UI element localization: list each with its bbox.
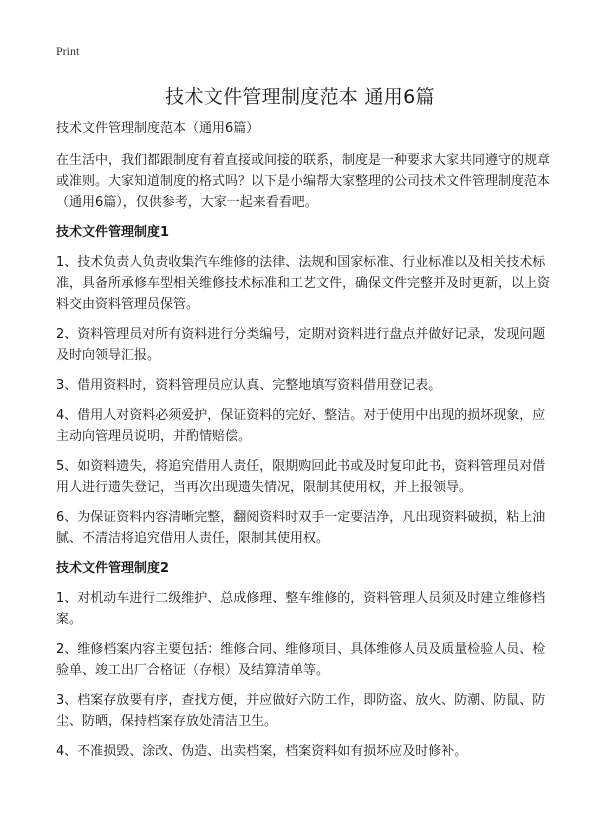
paragraph: 2、资料管理员对所有资料进行分类编号，定期对资料进行盘点并做好记录，发现问题及时向领导汇报。 (56, 327, 546, 363)
document-subtitle: 技术文件管理制度范本（通用6篇） (56, 121, 260, 136)
section-2 (56, 558, 552, 762)
paragraph: 3、借用资料时，资料管理员应认真、完整地填写资料借用登记表。 (56, 378, 442, 393)
paragraph: 4、借用人对资料必须爱护，保证资料的完好、整洁。对于使用中出现的损坏现象，应主动向管理员说明，并酌情赔偿。 (56, 408, 546, 444)
document-body (56, 118, 552, 771)
page-title: 技术文件管理制度范本 通用6篇 (165, 86, 435, 108)
intro-paragraph: 在生活中，我们都跟制度有着直接或间接的联系，制度是一种要求大家共同遵守的规章或准则。大家知道制度的格式吗？以下是小编帮大家整理的公司技术文件管理制度范本（通用6篇），仅供参考，大家一起来看看吧。 (56, 153, 551, 210)
paragraph: 4、不准损毁、涂改、伪造、出卖档案，档案资料如有损坏应及时修补。 (56, 744, 468, 759)
paragraph: 1、对机动车进行二级维护、总成修理、整车维修的，资料管理人员须及时建立维修档案。 (56, 591, 546, 627)
section-1 (56, 222, 552, 549)
section-heading: 技术文件管理制度1 (56, 225, 170, 240)
paragraph: 2、维修档案内容主要包括：维修合同、维修项目、具体维修人员及质量检验人员、检验单、竣工出厂合格证（存根）及结算清单等。 (56, 642, 546, 678)
paragraph: 3、档案存放要有序，查找方便，并应做好六防工作，即防盗、放火、防潮、防鼠、防尘、防晒，保持档案存放处清洁卫生。 (56, 693, 546, 729)
section-heading: 技术文件管理制度2 (56, 561, 170, 576)
paragraph: 5、如资料遗失，将追究借用人责任，限期购回此书或及时复印此书，资料管理员对借用人进行遗失登记，当再次出现遗失情况，限制其使用权，并上报领导。 (56, 459, 546, 495)
print-link[interactable]: Print (56, 44, 80, 58)
paragraph: 1、技术负责人负责收集汽车维修的法律、法规和国家标准、行业标准以及相关技术标准，具备所承修车型相关维修技术标准和工艺文件，确保文件完整并及时更新，以上资料交由资料管理员保管。 (56, 255, 551, 312)
paragraph: 6、为保证资料内容清晰完整，翻阅资料时双手一定要洁净，凡出现资料破损，粘上油腻、不清洁将追究借用人责任，限制其使用权。 (56, 510, 546, 546)
